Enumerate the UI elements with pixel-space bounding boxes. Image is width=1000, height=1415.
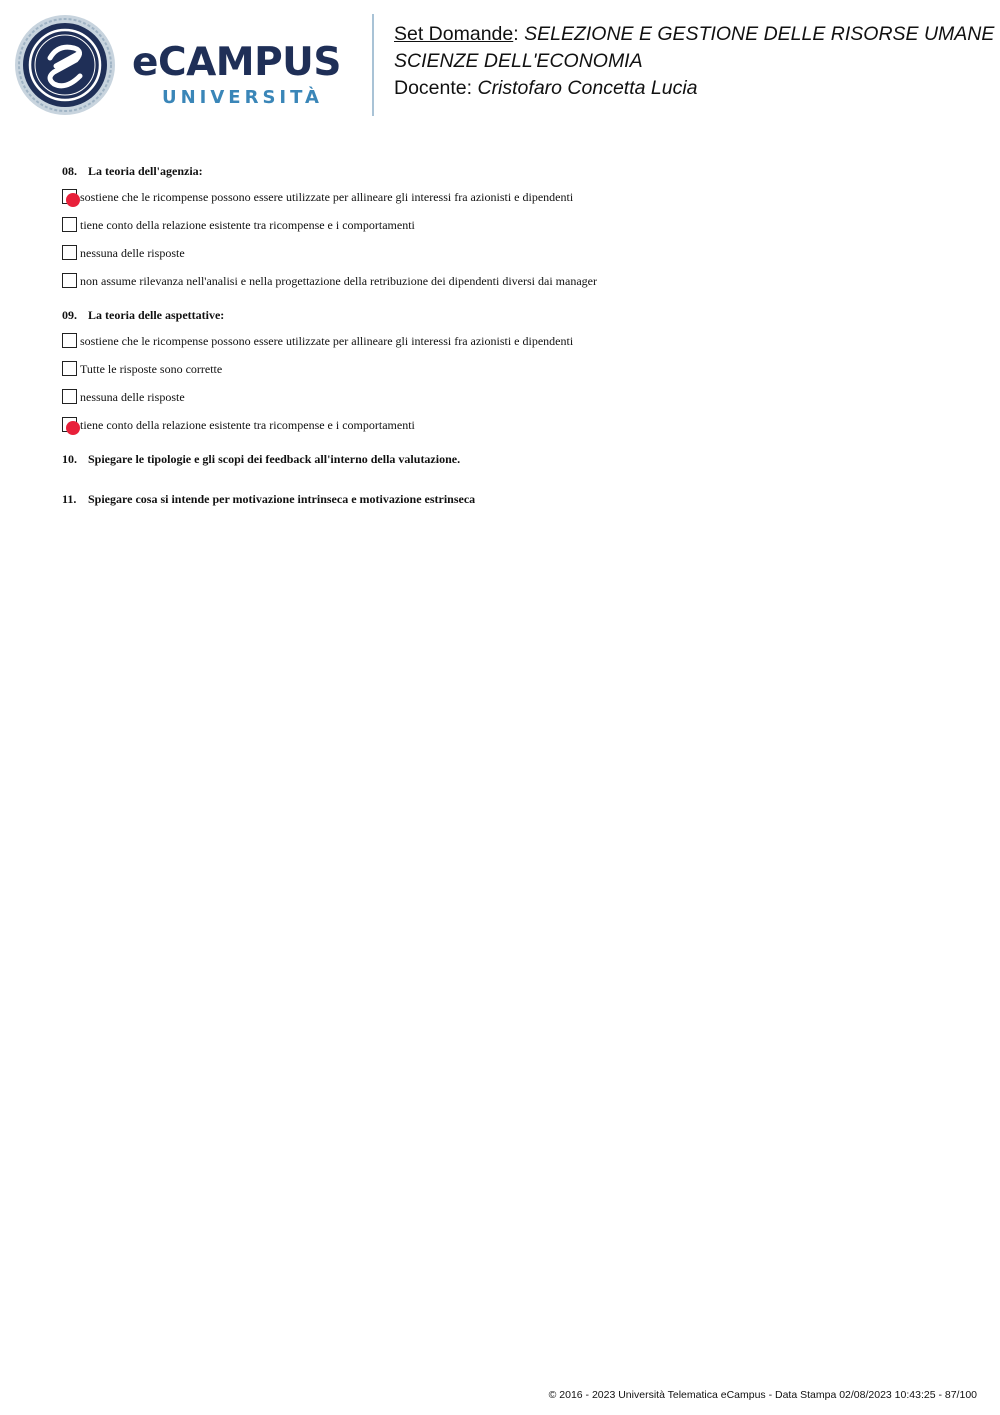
page-header	[0, 0, 1000, 130]
questions-list	[62, 162, 962, 530]
question-09	[62, 306, 962, 434]
set-title: SELEZIONE E GESTIONE DELLE RISORSE UMANE	[524, 23, 995, 45]
option-label: tiene conto della relazione esistente tra ricompense e i comportamenti	[80, 218, 415, 232]
option-09-c[interactable]	[62, 388, 962, 406]
option-08-a[interactable]	[62, 188, 962, 206]
checkbox[interactable]	[62, 273, 77, 288]
set-line: Set Domande: SELEZIONE E GESTIONE DELLE RISORSE UMANE	[394, 23, 995, 45]
option-08-d[interactable]	[62, 272, 962, 290]
selected-answer-dot-icon	[66, 193, 80, 207]
question-08	[62, 162, 962, 290]
page-footer: © 2016 - 2023 Università Telematica eCampus - Data Stampa 02/08/2023 10:43:25 - 87/100	[548, 1389, 977, 1401]
option-label: Tutte le risposte sono corrette	[80, 362, 223, 376]
option-08-c[interactable]	[62, 244, 962, 262]
header-divider	[372, 14, 374, 116]
option-label: sostiene che le ricompense possono essere utilizzate per allineare gli interessi fra azionisti e dipendenti	[80, 190, 574, 204]
option-09-a[interactable]	[62, 332, 962, 350]
checkbox[interactable]	[62, 333, 77, 348]
question-10	[62, 450, 962, 468]
question-text: 08. La teoria dell'agenzia:	[62, 164, 203, 178]
teacher-line: Docente: Cristofaro Concetta Lucia	[394, 77, 698, 99]
logo-brand-text: eCAMPUS	[132, 40, 341, 85]
checkbox[interactable]	[62, 389, 77, 404]
teacher-label: Docente	[394, 77, 467, 99]
university-seal-icon	[14, 14, 116, 116]
question-text: 11. Spiegare cosa si intende per motivazione intrinseca e motivazione estrinseca	[62, 492, 476, 506]
option-label: tiene conto della relazione esistente tra ricompense e i comportamenti	[80, 418, 415, 432]
checkbox[interactable]	[62, 361, 77, 376]
question-11	[62, 490, 962, 508]
logo-sub-text: UNIVERSITÀ	[162, 87, 323, 108]
header-info	[394, 21, 994, 102]
checkbox[interactable]	[62, 245, 77, 260]
selected-answer-dot-icon	[66, 421, 80, 435]
option-09-b[interactable]	[62, 360, 962, 378]
teacher-name: Cristofaro Concetta Lucia	[477, 77, 698, 99]
option-label: non assume rilevanza nell'analisi e nella progettazione della retribuzione dei dipendenti diversi dai manager	[80, 274, 597, 288]
checkbox[interactable]	[62, 217, 77, 232]
set-label: Set Domande	[394, 23, 514, 45]
faculty: SCIENZE DELL'ECONOMIA	[394, 50, 643, 72]
option-label: sostiene che le ricompense possono essere utilizzate per allineare gli interessi fra azionisti e dipendenti	[80, 334, 574, 348]
question-text: 09. La teoria delle aspettative:	[62, 308, 225, 322]
question-text: 10. Spiegare le tipologie e gli scopi dei feedback all'interno della valutazione.	[62, 452, 461, 466]
ecampus-logo	[132, 40, 357, 114]
option-09-d[interactable]	[62, 416, 962, 434]
option-label: nessuna delle risposte	[80, 390, 185, 404]
option-08-b[interactable]	[62, 216, 962, 234]
option-label: nessuna delle risposte	[80, 246, 185, 260]
